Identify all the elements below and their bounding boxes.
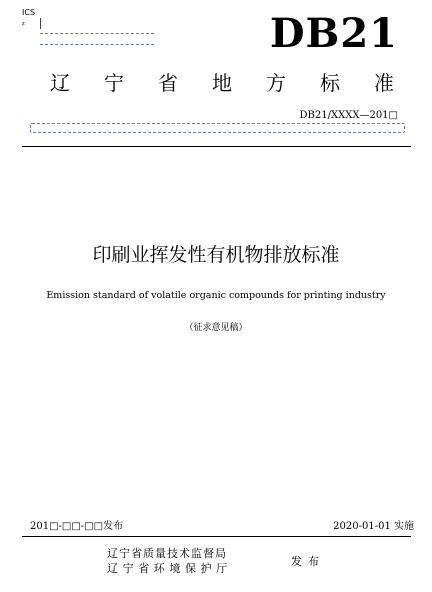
footer-rule bbox=[22, 536, 411, 537]
standard-category-char: 准 bbox=[374, 71, 394, 95]
publish-label: 发布 bbox=[291, 555, 325, 568]
standard-category-char: 宁 bbox=[104, 71, 124, 95]
standard-category-char: 标 bbox=[320, 71, 340, 95]
replacement-note-box bbox=[30, 123, 405, 133]
issue-date: 201□-□□-□□发布 bbox=[30, 521, 124, 532]
implementation-date: 2020-01-01 实施 bbox=[333, 521, 414, 532]
standard-category-char: 省 bbox=[158, 71, 178, 95]
ics-dashed-line-1 bbox=[40, 33, 154, 34]
issuer-name: 辽宁省质量技术监督局 bbox=[107, 547, 227, 560]
issuer-name: 辽宁省环境保护厅 bbox=[107, 562, 232, 575]
document-number: DB21/XXXX—201□ bbox=[299, 110, 398, 121]
standard-category bbox=[50, 73, 394, 93]
header-rule bbox=[22, 146, 411, 147]
ics-dashed-line-2 bbox=[40, 44, 154, 45]
standard-code: DB21 bbox=[269, 10, 398, 57]
standard-category-char: 辽 bbox=[50, 71, 70, 95]
standard-category-char: 方 bbox=[266, 71, 286, 95]
draft-status-label: （征求意见稿） bbox=[184, 323, 248, 333]
ics-label: ICS bbox=[22, 8, 36, 17]
document-title-english: Emission standard of volatile organic compounds for printing industry bbox=[46, 290, 386, 301]
ics-code: z bbox=[22, 21, 25, 27]
standard-category-char: 地 bbox=[212, 71, 232, 95]
document-title: 印刷业挥发性有机物排放标准 bbox=[92, 244, 340, 266]
ics-divider bbox=[40, 18, 41, 29]
